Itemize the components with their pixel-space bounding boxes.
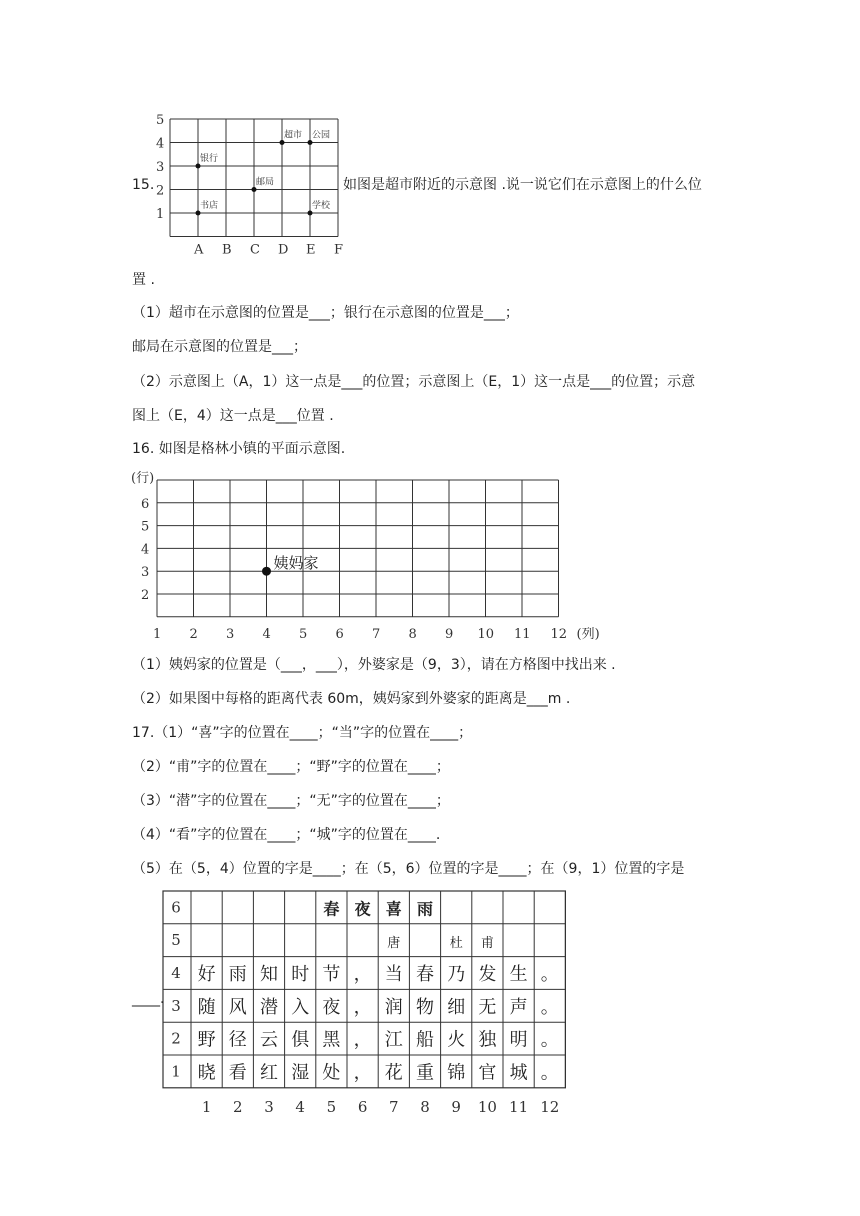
q17-line4: （4）“看”字的位置在____；“城”字的位置在____.: [132, 827, 441, 843]
q16-axis-col-label: (列): [576, 626, 600, 642]
q16-col-label: 3: [226, 626, 235, 642]
q17-col-label: 1: [201, 1097, 212, 1116]
q17-grid-character: 城: [509, 1062, 528, 1084]
q17-grid-character: 俱: [291, 1029, 310, 1051]
q16-row-label: 4: [141, 542, 150, 558]
q16-col-label: 9: [445, 626, 454, 642]
q17-row-label: 5: [171, 931, 181, 950]
q15-sub2-line2: 图上（E，4）这一点是___位置 .: [132, 408, 334, 424]
q17-grid-character: ，: [353, 1029, 372, 1051]
q16-col-label: 11: [514, 626, 531, 642]
q15-place-point: [308, 211, 313, 216]
q16-sub1: （1）姨妈家的位置是（___，___），外婆家是（9，3），请在方格图中找出来 .: [132, 657, 616, 673]
q17-line3: （3）“潜”字的位置在____；“无”字的位置在____；: [132, 793, 450, 809]
q17-grid-character: 。: [540, 964, 559, 985]
q17-col-label: 3: [264, 1097, 274, 1116]
q17-grid-character: 官: [478, 1062, 497, 1084]
q16-row-label: 3: [141, 565, 150, 581]
q17-grid-character: 夜: [322, 996, 341, 1018]
q16-aunt-home-point: [262, 567, 271, 576]
q17-grid-character: 江: [384, 1029, 403, 1051]
q17-grid-character: 。: [540, 1029, 559, 1051]
q15-grid-diagram: [145, 112, 350, 257]
q15-row-label: 3: [156, 160, 165, 175]
q15-sub1-line1: （1）超市在示意图的位置是___；银行在示意图的位置是___；: [132, 305, 519, 321]
q16-title: 16. 如图是格林小镇的平面示意图.: [132, 441, 346, 457]
q16-grid-diagram: [125, 468, 615, 643]
q15-place-label: 邮局: [256, 177, 275, 188]
q16-col-label: 2: [189, 626, 198, 642]
q17-grid-character: 节: [322, 964, 341, 985]
q17-grid-character: 。: [540, 1062, 559, 1084]
q15-col-label: E: [306, 242, 316, 258]
q17-grid-character: 野: [197, 1029, 216, 1051]
q15-place-label: 公园: [312, 130, 331, 141]
q17-grid-character: 乃: [447, 964, 466, 985]
q17-line2: （2）“甫”字的位置在____；“野”字的位置在____；: [132, 759, 450, 775]
q17-grid-character: 杜: [449, 936, 463, 952]
q17-col-label: 11: [509, 1097, 529, 1116]
q17-col-label: 7: [389, 1097, 399, 1116]
q17-grid-character: 无: [478, 996, 497, 1018]
q17-row-label: 2: [171, 1029, 181, 1048]
q15-sub1-line2: 邮局在示意图的位置是___；: [132, 339, 307, 355]
q17-grid-character: 夜: [354, 899, 371, 919]
q17-grid-character: ，: [353, 1062, 372, 1084]
q17-grid-character: 潜: [260, 996, 278, 1018]
q16-aunt-home-label: 姨妈家: [273, 554, 319, 573]
q15-place-point: [308, 140, 313, 145]
q17-grid-character: 喜: [385, 899, 402, 919]
q15-place-label: 银行: [200, 154, 219, 164]
q17-row-label: 4: [171, 964, 181, 982]
q16-col-label: 10: [477, 626, 495, 642]
q15-col-label: D: [278, 242, 289, 258]
q16-col-label: 8: [408, 626, 417, 642]
q16-sub2: （2）如果图中每格的距离代表 60m，姨妈家到外婆家的距离是___m .: [132, 691, 571, 707]
q17-answer-tail: ____.: [132, 991, 165, 1007]
q17-grid-character: 声: [509, 996, 528, 1018]
q17-line5: （5）在（5，4）位置的字是____；在（5，6）位置的字是____；在（9，1）位置的字是: [132, 861, 685, 877]
q16-col-label: 4: [262, 626, 271, 642]
q16-col-label: 5: [299, 626, 308, 642]
q16-col-label: 7: [372, 626, 381, 642]
q17-grid-character: 随: [197, 996, 216, 1018]
q17-grid-character: 锦: [447, 1062, 466, 1084]
q16-col-label: 12: [550, 626, 568, 642]
q15-col-label: B: [222, 242, 232, 258]
q16-col-label: 1: [153, 626, 162, 642]
q15-place-point: [252, 187, 257, 192]
q16-row-label: 6: [141, 496, 150, 512]
q17-grid-character: 花: [384, 1062, 403, 1084]
q17-grid-character: 看: [228, 1062, 247, 1084]
q17-grid-character: 。: [540, 996, 559, 1018]
q17-grid-character: 甫: [480, 936, 494, 952]
q17-grid-character: 雨: [416, 899, 434, 919]
q15-place-point: [196, 211, 201, 216]
q17-row-label: 3: [171, 996, 181, 1015]
q17-grid-character: 知: [260, 964, 278, 985]
q15-row-label: 4: [156, 136, 165, 152]
q17-grid-character: 湿: [291, 1062, 310, 1084]
q15-col-label: C: [250, 242, 260, 258]
q17-grid-character: 春: [416, 964, 434, 985]
q17-grid-character: 唐: [387, 936, 401, 952]
q17-col-label: 5: [326, 1097, 337, 1116]
q15-sub2-line1: （2）示意图上（A，1）这一点是___的位置；示意图上（E，1）这一点是___的位置；示意: [132, 374, 696, 390]
q17-grid-character: 云: [260, 1029, 278, 1051]
q17-grid-character: 雨: [228, 964, 247, 985]
q17-grid-character: 春: [323, 899, 340, 919]
q17-row-label: 1: [171, 1062, 181, 1081]
q17-grid-character: 独: [478, 1029, 497, 1051]
q15-row-label: 5: [156, 113, 165, 128]
q15-place-point: [280, 140, 285, 145]
q17-col-label: 4: [295, 1097, 305, 1116]
q17-line1: 17.（1）“喜”字的位置在____；“当”字的位置在____；: [132, 725, 473, 741]
q17-grid-character: 船: [416, 1029, 434, 1051]
q15-question-text-wrap: 置 .: [132, 272, 155, 288]
q15-place-label: 超市: [284, 130, 303, 141]
q17-grid-character: 黑: [322, 1029, 341, 1051]
q17-grid-character: 时: [291, 964, 310, 985]
q17-col-label: 10: [477, 1097, 497, 1116]
q17-grid-character: 明: [509, 1029, 528, 1051]
q16-row-label: 5: [141, 519, 150, 535]
q17-grid-character: 风: [228, 996, 247, 1018]
q15-col-label: F: [334, 242, 344, 258]
q17-col-label: 12: [540, 1097, 560, 1116]
q15-row-label: 1: [156, 207, 165, 222]
q17-grid-character: 红: [260, 1062, 278, 1084]
q15-row-label: 2: [156, 183, 165, 199]
q16-axis-row-label: (行): [131, 471, 155, 486]
q17-grid-character: 物: [416, 996, 434, 1018]
q17-grid-character: 好: [197, 964, 216, 985]
q17-grid-character: 生: [509, 964, 528, 985]
q17-grid-character: 细: [447, 996, 466, 1018]
q17-character-grid: [160, 885, 580, 1116]
q17-col-label: 9: [451, 1097, 461, 1116]
q17-grid-character: 发: [478, 964, 497, 985]
q16-col-label: 6: [335, 626, 344, 642]
q15-col-label: A: [194, 242, 204, 258]
q17-col-label: 2: [233, 1097, 243, 1116]
q17-grid-character: ，: [353, 964, 372, 985]
q17-grid-character: 入: [291, 996, 310, 1018]
q15-place-point: [196, 164, 201, 169]
q15-question-text: 如图是超市附近的示意图 .说一说它们在示意图上的什么位: [343, 177, 702, 193]
q15-place-label: 学校: [312, 201, 331, 211]
q17-col-label: 8: [420, 1097, 430, 1116]
q17-grid-character: 处: [322, 1062, 341, 1084]
q17-grid-character: 火: [447, 1029, 466, 1051]
q17-row-label: 6: [171, 898, 181, 917]
q17-grid-character: 径: [228, 1029, 247, 1051]
q17-grid-character: 晓: [197, 1062, 216, 1084]
q17-grid-character: ，: [353, 996, 372, 1018]
q16-row-label: 2: [141, 588, 150, 603]
q17-grid-character: 当: [384, 964, 403, 985]
q17-grid-character: 重: [416, 1062, 434, 1084]
q17-col-label: 6: [357, 1097, 368, 1116]
q15-number: 15.: [132, 177, 155, 193]
q15-place-label: 书店: [200, 201, 219, 211]
q17-grid-character: 润: [384, 996, 403, 1018]
